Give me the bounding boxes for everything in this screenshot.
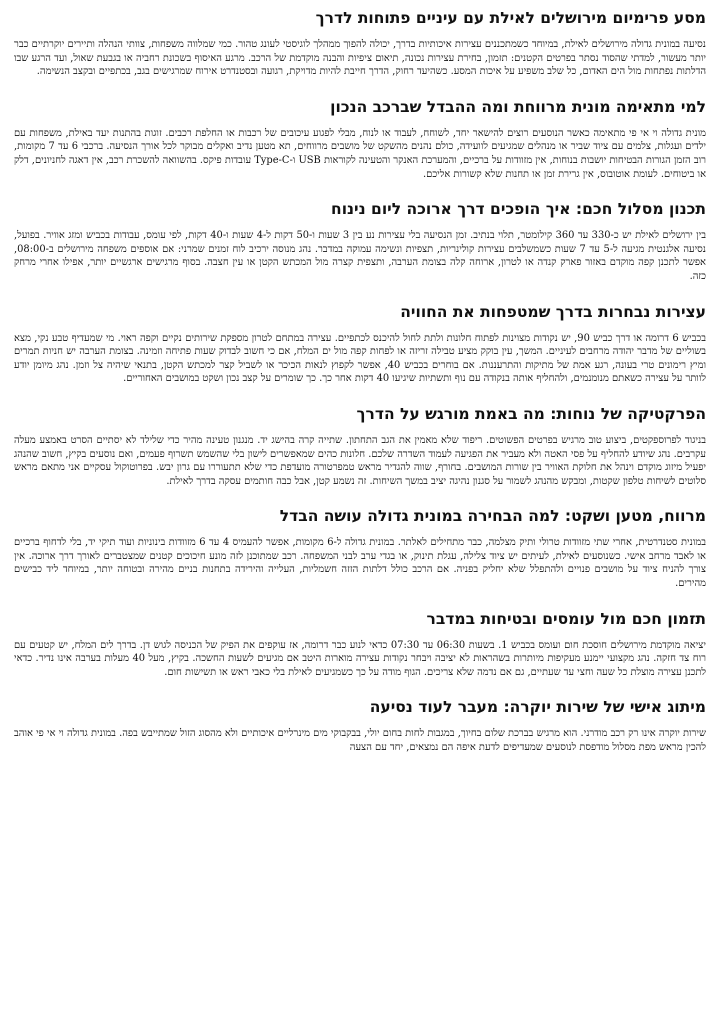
- section-body-who-fits: מונית גדולה וי אי פי מתאימה כאשר הנוסעים רוצים להישאר יחד, לשוחח, לעבוד או לנוח, מבלי לפגוע עיכובים של רכבות או החלפת רכבים. זוגות בהתנות יעד באילת, משפחות עם ילדים ועגלות, צלמים עם ציוד שביר או מנהלים שמגיעים לוועידה, כולם נהנים מהשקט של מושבים מרווחים, תא מטען נדיב ואקלים מבוקר לכל אורך הנסיעה. ברכבי 6 עד 7 מקומות, רוב הזמן הגורות הבטיחות יושבות בנוחות, אין מזוודות על ברכיים, והמערכת האנקר והטעינה לקוראות USB ו-Type-C עובדות פיקס. בהשוואה להשכרת רכב, אין דאגה לחניונים, דלק או ביטוחים. לעומת אוטובוס, אין גרירת זמן או תחנות שלא קשורות אליכם.: [14, 127, 706, 180]
- section-heading-route-planning: תכנון מסלול חכם: איך הופכים דרך ארוכה ליום נינוח: [331, 200, 706, 219]
- section-heading-premium-trip: מסע פרימיום מירושלים לאילת עם עיניים פתוחות לדרך: [315, 9, 706, 27]
- section-body-luxury-branding: שירות יוקרה אינו רק רכב מודרני. הוא מרגיש בברכת שלום בחיוך, במגבות לחות בחום יולי, בבקבוקי מים מינרליים איכותיים ולא מהסוג הזול שמתייבש בפה. במונית גדולה וי אי פי אוהב להכין מראש מפת מסלול מודפסת לנוסעים שמעדיפים לדעת איפה הם נמצאים, יחד עם הצעה: [14, 728, 706, 754]
- section-heading-who-fits: למי מתאימה מונית מרווחת ומה ההבדל שברכב הנכון: [330, 97, 706, 116]
- section-body-selected-stops: בכביש 6 דרומה או דרך כביש 90, יש נקודות מצוינות לפתוח חלונות ולתת לחול להיכנס לכתפיים. עצירה במתחם לטרון מספקת שירותים נקיים וקפה ראוי. מי שמעדיף טבע נקי, מצא בשוליים של מדבר יהודה מרחבים לעיניים. המשך, עין בוקק מציע טבילה זריזה או לפחות קפה מול ים המלח, אם כי חשוב לבדוק שעות פתיחה וזמינה. בצומת הערבה יש חניות תמרים ומיץ רימונים טרי בעונה, רגע אמת של מתיקות והתרעננות. אם בוחרים בכביש 40, אפשר לקפוץ לנאות הכיכר או לשביל קצר למכתש הקטן, בתנאי שיהיה צל וזמן. נהג מיומן יודע לוותר על עצירה כשאתם מנומנמים, ולהחליף אותה בנקודה עם נוף ותשתיות שיגיעו 40 דקות אחר כך. כך שומרים על קצב נכון ושקט במושבים האחוריים.: [14, 332, 706, 385]
- section-heading-luxury-branding: מיתוג אישי של שירות יוקרה: מעבר לעוד נסיעה: [369, 698, 706, 717]
- section-body-route-planning: בין ירושלים לאילת יש כ-330 עד 360 קילומטר, תלוי בנתיב. זמן הנסיעה בלי עצירות נע בין 3 שעות ו-50 דקות ל-4 שעות ו-40 דקות, לפי עומס, עבודות בכביש ומזג אוויר. בפועל, נסיעה אלגנטית מגיעה ל-5 עד 7 שעות כשמשלבים עצירות קולינריות, תצפיות ונשימה עמוקה במדבר. נהג מנוסה ירכיב לוח זמנים שמרני: אם אוספים משפחה מירושלים ב-08:00, אפשר לתכנן קפה מוקדם באזור פארק קנדה או לטרון, ארוחה קלה בצומת הערבה, ותצפית קצרה מול המכתש הקטן או עין חצבה. בסוף מרגישים ארגשיים יותר, אפילו אחרי מרחק כזה.: [14, 230, 707, 282]
- section-heading-selected-stops: עצירות נבחרות בדרך שמטפחות את החוויה: [400, 302, 706, 321]
- section-body-comfort-practice: בניגוד לפרוספקטים, ביצוע טוב מרגיש בפרטים הפשוטים. ריפוד שלא מאמין את הגב התחתון. שתייה קרה בהישג יד. מנגנון טעינה מהיר כדי שלילד לא יסתיים הסרט באמצע מעלה עקרבים. נהג שיודע להחליף על פסי האטה ולא מעביר את הפגיעה לעמוד השדרה שלכם. חלונות כהים שמאפשרים לישון בלי שהשמש תשרוף פעמים, ואם נוסעים בקיץ, חשוב שהנהג יפעיל מיזוג מוקדם וינהל את חלוקת האוויר בין שורות המושבים. בחורף, שווה להגדיר מראש טמפרטורה מועדפת כדי שלא תתעוררו עם גרון יבש. בפרוטוקול עסקיים אני מתאם מראש סלוטים לשיחות טלפון שקטות, ומבקש מהנהג לשמור על סגנון נהיגה יציב במשך השיחות. זה נשמע קטן, אבל כבה חותמים עסקה בדרך לאילת.: [14, 434, 706, 487]
- section-heading-timing-safety: תזמון חכם מול עומסים ובטיחות במדבר: [426, 609, 706, 628]
- section-heading-space-luggage: מרווח, מטען ושקט: למה הבחירה במונית גדולה עושה הבדל: [279, 507, 706, 526]
- section-body-space-luggage: במונית סטנדרטית, אחרי שתי מזוודות טרולי ותיק מצלמה, כבר מתחילים לאלתר. במונית גדולה ל-6 מקומות, אפשר להעמיס 4 עד 6 מזוודות בינוניות ועוד תיקי יד, בלי לדחוף ברכיים או לאבד מרחב אישי. כשנוסעים לאילת, לעיתים יש ציוד צלילה, עגלת תינוק, או בגדי ערב לבני המשפחה. רכב שמתוכנן לזה מונע חיכוכים קטנים שמצטברים לאורך דרך ארוכה. אין צורך להניח ציוד על מושבים פנויים ולהתפלל שלא יחליק בפניה. אם הרכב כולל דלתות הזזה חשמליות, העלייה והירידה בתחנות בניים מהירה ובטוחה יותר, במיוחד ליד כבישים מהירים.: [14, 537, 706, 590]
- section-body-timing-safety: יציאה מוקדמת מירושלים חוסכת חום ועומס בכביש 1. בשעות 06:30 עד 07:30 כדאי לנוע כבר דרומה, אז עוקפים את הפיק של הכניסה לגוש דן. בדרך לים המלח, יש קטעים עם רוח צד חזקה. נהג מקצועי יימנע מעקיפות מיותרות בשהראות לא יציבה ויבחר נקודות עצירה מוארות היטב אם מגיעים לשעות החשכה. בקיץ, מעל 40 מעלות בערבה אינו נדיר. כדאי לתכנן עצירה מוצלת כל שעה וחצי עד שעתיים, גם אם נדמה שלא צריכים. הגוף מודה על כך כשמגיעים לאילת בלי כאבי ראש או תשישות חום.: [14, 639, 706, 678]
- section-heading-comfort-practice: הפרקטיקה של נוחות: מה באמת מורגש על הדרך: [356, 404, 706, 423]
- section-body-premium-trip: נסיעה במונית גדולה מירושלים לאילת, במיוחד כשמתכננים עצירות איכותיות בדרך, יכולה להפוך ממהלך לוגיסטי לעונג טהור. כמי שמלווה משפחות, צוותי הנהלה ותיירים יוקרתיים כבר יותר מעשור, למדתי שהסוד נסתר בפרטים הקטנים: תזמון, בחירת עצירות נכונה, תיאום ציפיות והבנה מוקדמת של הרכב. מרגע האיסוף בשכונת רחביה או בגבעת שאול, ועד הרגע שבו הדלתות נפתחות מול הים האדום, כל שלב משפיע על איכות המסע. כשהיעד רחוק, הדרך חייבת להיות מדויקת, רגועה ובסטנדרט אירוח שמרגישים בגב, בכתפיים ובקצב הנשימה.: [14, 39, 706, 78]
